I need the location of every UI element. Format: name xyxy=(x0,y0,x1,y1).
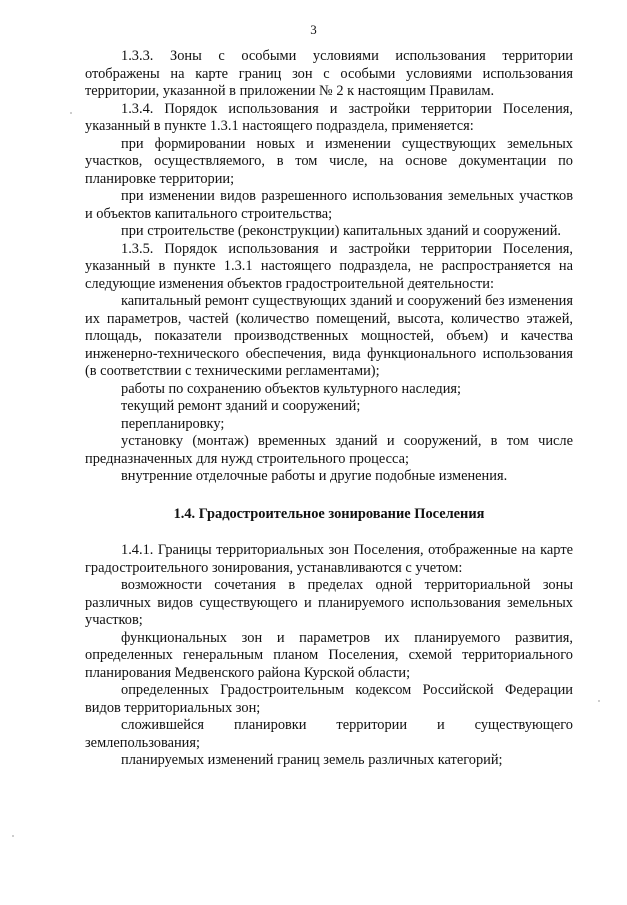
paragraph-1-3-4: 1.3.4. Порядок использования и застройки территории Поселения, указанный в пункте 1.3.1 настоящего подраздела, применяется: xyxy=(85,100,573,134)
list-item: функциональных зон и параметров их планируемого развития, определенных генеральным планом Поселения, схемой территориального планирования Медвенского района Курской области; xyxy=(85,629,573,681)
document-body xyxy=(85,48,573,770)
paragraph-1-4-1: 1.4.1. Границы территориальных зон Поселения, отображенные на карте градостроительного зонирования, устанавливаются с учетом: xyxy=(85,542,573,576)
list-item: сложившейся планировки территории и существующего землепользования; xyxy=(85,717,573,751)
list-item: планируемых изменений границ земель различных категорий; xyxy=(121,752,503,768)
list-item: установку (монтаж) временных зданий и сооружений, в том числе предназначенных для нужд строительного процесса; xyxy=(85,433,573,467)
list-item: определенных Градостроительным кодексом Российской Федерации видов территориальных зон; xyxy=(85,682,573,716)
list-item: текущий ремонт зданий и сооружений; xyxy=(121,398,361,414)
scan-speck xyxy=(12,835,14,837)
section-heading: 1.4. Градостроительное зонирование Поселения xyxy=(173,505,485,522)
list-item: работы по сохранению объектов культурного наследия; xyxy=(121,380,462,397)
list-item: при формировании новых и изменении существующих земельных участков, осуществляемого, в том числе, на основе документации по планировке территории; xyxy=(85,135,573,187)
list-item: возможности сочетания в пределах одной территориальной зоны различных видов существующего и планируемого использования земельных участков; xyxy=(85,577,573,628)
list-item: перепланировку; xyxy=(121,415,225,432)
list-item: при строительстве (реконструкции) капитальных зданий и сооружений. xyxy=(121,223,562,239)
scan-speck xyxy=(598,700,600,702)
paragraph-1-3-5: 1.3.5. Порядок использования и застройки территории Поселения, указанный в пункте 1.3.1 настоящего подраздела, не распространяется на следующие изменения объектов градостроительной деятельности: xyxy=(85,240,573,292)
list-item: при изменении видов разрешенного использования земельных участков и объектов капитального строительства; xyxy=(85,188,573,222)
scan-speck xyxy=(70,112,72,114)
list-item: внутренние отделочные работы и другие подобные изменения. xyxy=(121,468,508,484)
list-item: капитальный ремонт существующих зданий и сооружений без изменения их параметров, частей (количество помещений, высота, количество этажей, площадь, показатели производственных мощностей, объем) и качества инженерно-технического обеспечения, вида функционального использования (в соответствии с техническими регламентами); xyxy=(85,293,573,379)
paragraph-1-3-3: 1.3.3. Зоны с особыми условиями использования территории отображены на карте границ зон с особыми условиями использования территории, указанной в приложении № 2 к настоящим Правилам. xyxy=(85,48,573,99)
page-number: 3 xyxy=(310,22,317,37)
